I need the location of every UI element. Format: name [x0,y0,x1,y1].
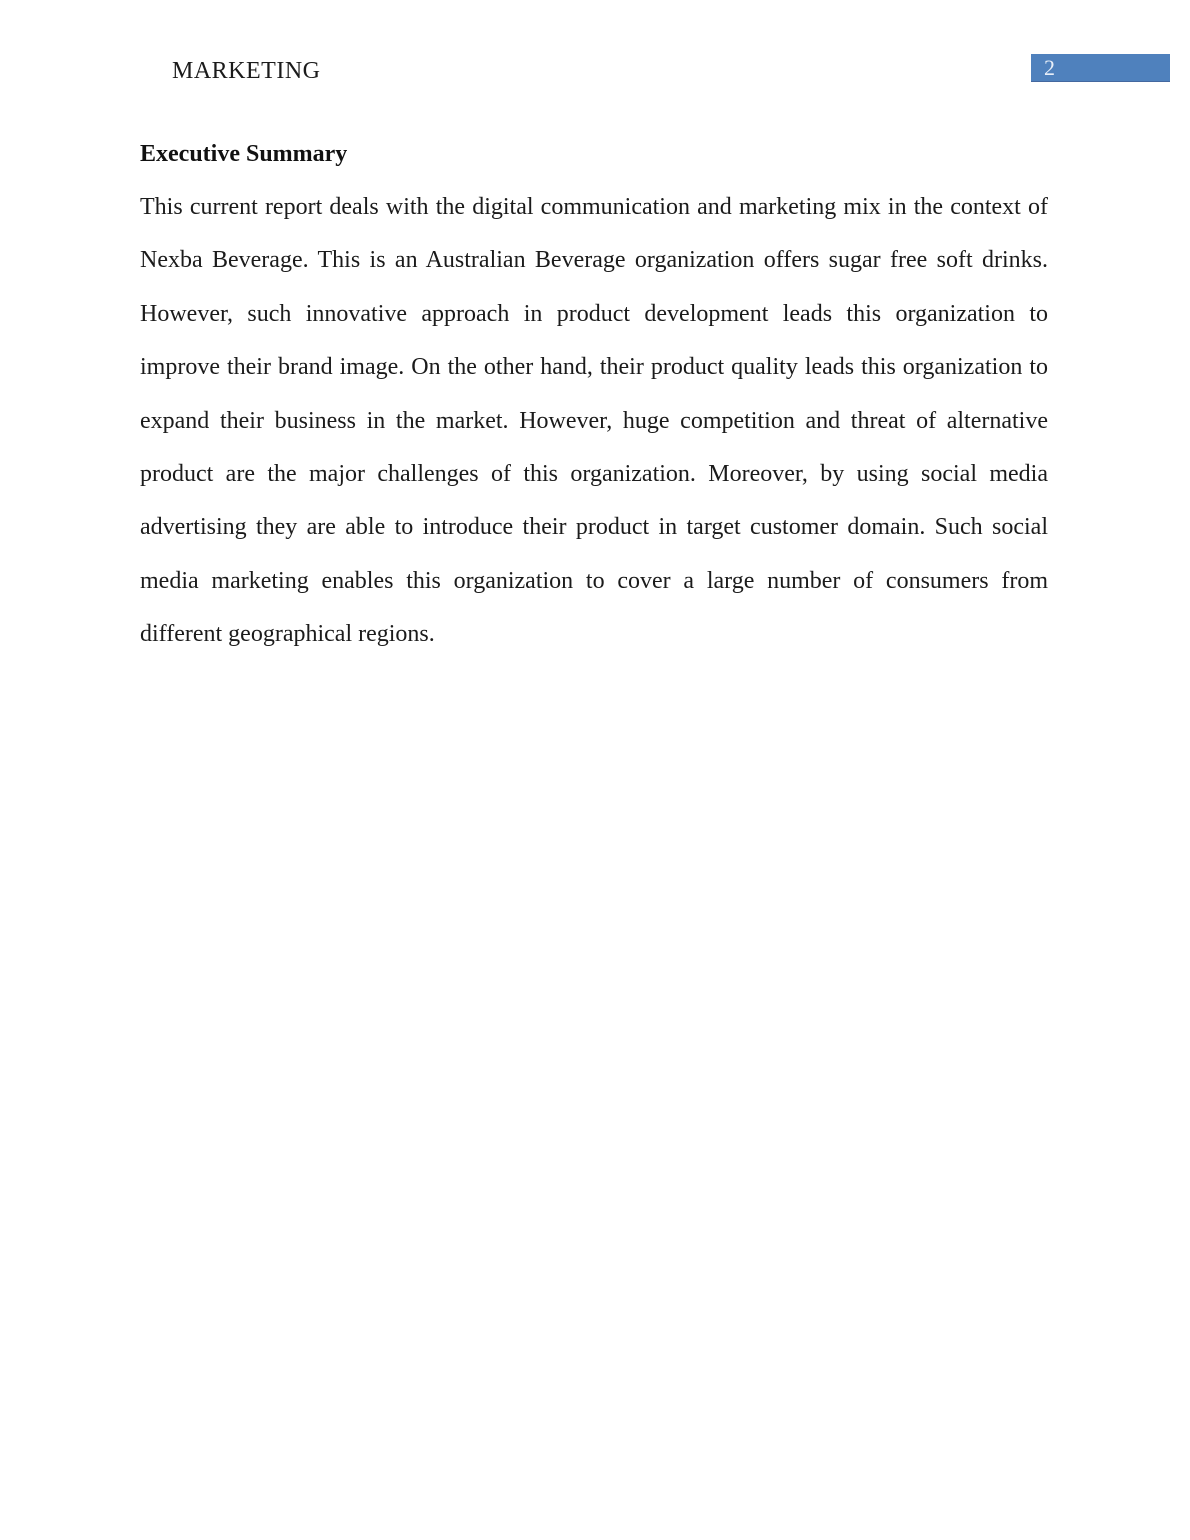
running-header-title: MARKETING [172,58,321,84]
page-number-badge [1031,54,1170,82]
body-paragraph: This current report deals with the digital communication and marketing mix in the context of Nexba Beverage. This is an Australian Beverage organization offers sugar free soft drinks. However, such innovative approach in product development leads this organization to improve their brand image. On the other hand, their product quality leads this organization to expand their business in the market. However, huge competition and threat of alternative product are the major challenges of this organization. Moreover, by using social media advertising they are able to introduce their product in target customer domain. Such social media marketing enables this organization to cover a large number of consumers from different geographical regions. [140,194,1048,648]
section-heading: Executive Summary [140,141,348,167]
page-number: 2 [1044,55,1055,80]
